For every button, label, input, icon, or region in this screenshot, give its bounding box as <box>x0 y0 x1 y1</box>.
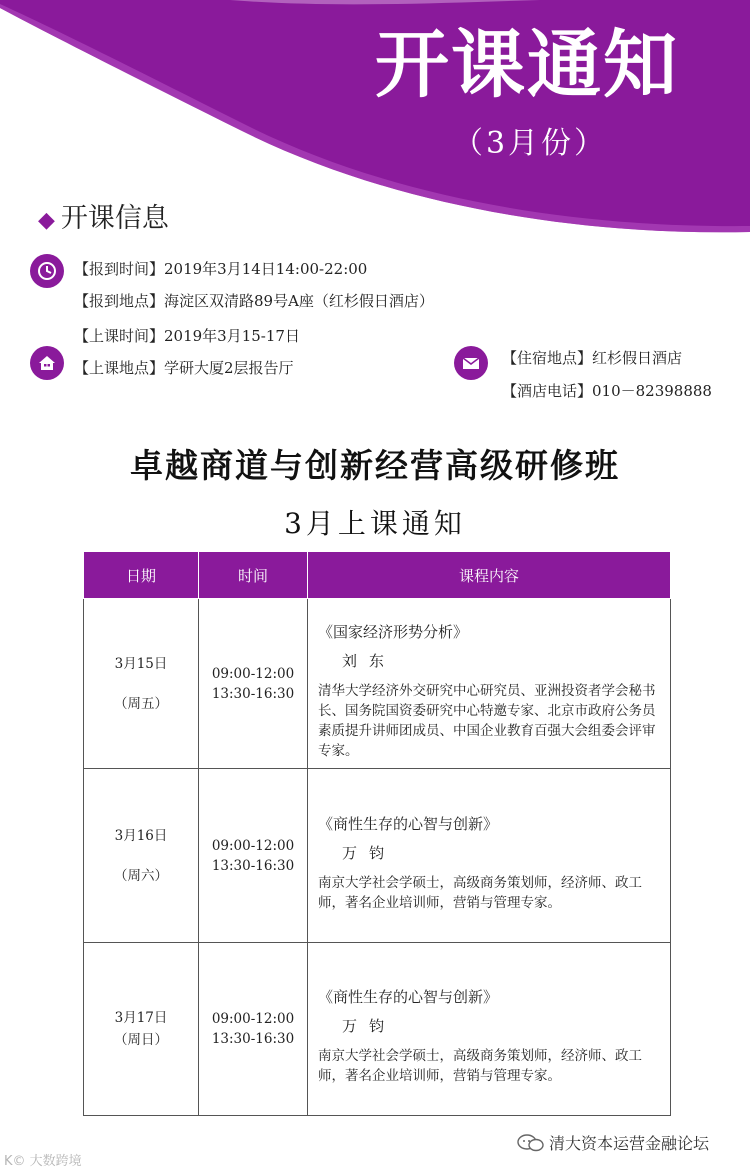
account-badge <box>517 1131 709 1154</box>
watermark-left: K© 大数跨境 <box>4 1154 82 1169</box>
lecturer-name: 万钧 <box>342 843 397 862</box>
clock-icon <box>30 254 64 288</box>
table-row <box>84 599 671 769</box>
column-header-date: 日期 <box>84 552 199 599</box>
time-cell <box>199 599 308 769</box>
table-row <box>84 943 671 1116</box>
content-cell <box>308 769 671 943</box>
time-cell <box>199 769 308 943</box>
time-afternoon: 13:30-16:30 <box>211 1031 295 1047</box>
lecture-title: 《国家经济形势分析》 <box>318 622 469 641</box>
course-subtitle: 3月上课通知 <box>284 507 466 540</box>
weekday-text: （周六） <box>114 867 168 884</box>
time-morning: 09:00-12:00 <box>211 665 295 682</box>
content-cell <box>308 943 671 1116</box>
date-cell <box>84 769 199 943</box>
column-header-content: 课程内容 <box>308 552 671 599</box>
time-morning: 09:00-12:00 <box>211 837 295 854</box>
account-name: 清大资本运营金融论坛 <box>549 1134 710 1153</box>
course-title: 卓越商道与创新经营高级研修班 <box>130 446 620 485</box>
time-morning: 09:00-12:00 <box>211 1011 295 1027</box>
date-text: 3月15日 <box>114 655 168 672</box>
lodging-place: 【住宿地点】红杉假日酒店 <box>502 349 683 367</box>
registration-place: 【报到地点】海淀区双清路89号A座（红杉假日酒店） <box>74 292 434 310</box>
content-cell <box>308 599 671 769</box>
chat-bubble-icon <box>517 1133 545 1153</box>
lecture-title: 《商性生存的心智与创新》 <box>318 988 499 1006</box>
weekday-text: （周五） <box>114 695 168 712</box>
lecture-title: 《商性生存的心智与创新》 <box>318 814 499 833</box>
hotel-phone: 【酒店电话】010－82398888 <box>502 382 712 400</box>
weekday-text: （周日） <box>114 1032 168 1048</box>
section-heading <box>38 196 169 235</box>
table-header-row <box>84 552 671 599</box>
time-afternoon: 13:30-16:30 <box>211 685 295 702</box>
lecturer-name: 刘东 <box>342 651 397 670</box>
date-cell <box>84 943 199 1116</box>
lecturer-bio: 清华大学经济外交研究中心研究员、亚洲投资者学会秘书长、国务院国资委研究中心特邀专家、北京市政府公务员素质提升讲师团成员、中国企业教育百强大会组委会评审专家。 <box>318 682 656 759</box>
lecturer-bio: 南京大学社会学硕士，高级商务策划师，经济师、政工师，著名企业培训师，营销与管理专家。 <box>318 1048 642 1084</box>
page-title: 开课通知 <box>375 22 679 108</box>
date-text: 3月16日 <box>114 827 168 844</box>
envelope-icon <box>454 346 488 380</box>
class-time: 【上课时间】2019年3月15-17日 <box>74 327 300 345</box>
house-icon <box>30 346 64 380</box>
column-header-time: 时间 <box>199 552 308 599</box>
registration-time: 【报到时间】2019年3月14日14:00-22:00 <box>74 260 368 278</box>
lecturer-name: 万钧 <box>342 1017 397 1035</box>
time-cell <box>199 943 308 1116</box>
table-row <box>84 769 671 943</box>
schedule-table <box>83 551 671 1116</box>
diamond-icon: ◆ <box>38 208 55 233</box>
class-place: 【上课地点】学研大厦2层报告厅 <box>74 359 294 377</box>
date-cell <box>84 599 199 769</box>
lecturer-bio: 南京大学社会学硕士，高级商务策划师，经济师、政工师，著名企业培训师，营销与管理专家。 <box>318 874 642 911</box>
page-subtitle: （3月份） <box>452 126 608 161</box>
date-text: 3月17日 <box>114 1010 168 1026</box>
section-heading-label: 开课信息 <box>60 203 169 234</box>
time-afternoon: 13:30-16:30 <box>211 857 295 874</box>
